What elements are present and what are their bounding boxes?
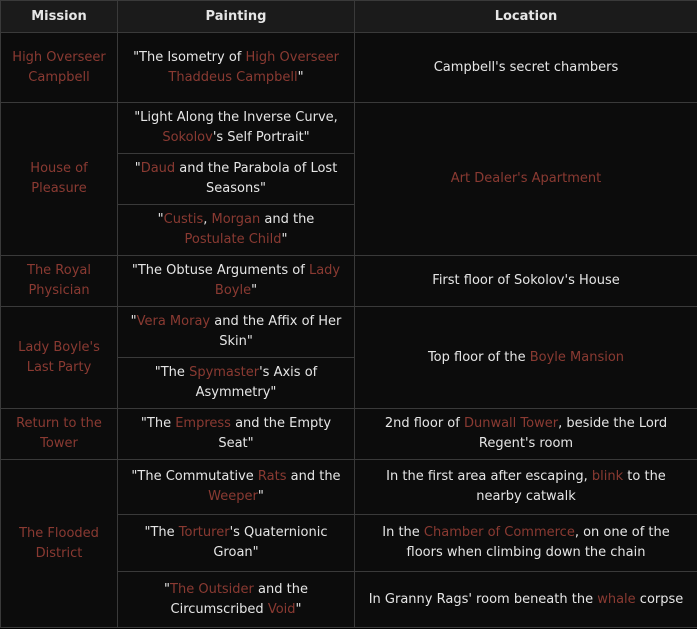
mission-cell[interactable]: Lady Boyle's Last Party: [1, 307, 118, 409]
painting-cell: [118, 154, 355, 205]
location-cell: [355, 33, 697, 103]
mission-cell[interactable]: The Flooded District: [1, 460, 118, 628]
wiki-link[interactable]: blink: [591, 469, 624, 484]
cell-text: "The Commutative: [131, 469, 258, 484]
mission-cell[interactable]: House of Pleasure: [1, 103, 118, 256]
cell-text: ": [157, 212, 164, 227]
table-row: [1, 409, 697, 460]
wiki-link[interactable]: The Outsider: [170, 581, 254, 597]
location-cell: [355, 515, 697, 572]
wiki-link[interactable]: Morgan: [211, 212, 261, 227]
cell-text: "The Obtuse Arguments of: [131, 263, 309, 278]
cell-text: and the Affix of Her Skin": [210, 314, 342, 349]
location-cell: [355, 572, 697, 628]
table-row: [1, 33, 697, 103]
wiki-link[interactable]: Sokolov: [162, 130, 213, 145]
wiki-link[interactable]: Weeper: [208, 489, 258, 504]
cell-text: ": [281, 232, 288, 247]
cell-text: ": [257, 489, 264, 504]
wiki-link[interactable]: Empress: [175, 416, 231, 431]
cell-text: First floor of Sokolov's House: [432, 273, 620, 288]
cell-text: 2nd floor of: [384, 416, 464, 431]
wiki-link[interactable]: Void: [267, 601, 296, 617]
cell-text: In the: [382, 525, 424, 540]
wiki-link[interactable]: Chamber of Commerce: [423, 525, 575, 540]
painting-cell: [118, 358, 355, 409]
wiki-link[interactable]: Spymaster: [189, 365, 260, 380]
painting-cell: [118, 307, 355, 358]
painting-header: Painting: [118, 1, 355, 33]
wiki-link[interactable]: Postulate Child: [184, 232, 282, 247]
table-row: [1, 307, 697, 358]
wiki-link[interactable]: Vera Moray: [136, 314, 211, 329]
table-row: [1, 103, 697, 154]
table-row: [1, 256, 697, 307]
location-header: Location: [355, 1, 697, 33]
cell-text: Top floor of the: [427, 349, 530, 365]
table-row: [1, 460, 697, 515]
cell-text: ": [251, 283, 258, 298]
cell-text: In Granny Rags' room beneath the: [368, 591, 598, 607]
mission-header: Mission: [1, 1, 118, 33]
cell-text: and the Circumscribed: [170, 581, 308, 617]
cell-text: "The: [140, 416, 176, 431]
painting-cell: [118, 33, 355, 103]
header-row: [1, 1, 697, 33]
painting-cell: [118, 572, 355, 628]
wiki-link[interactable]: High Overseer Thaddeus Campbell: [168, 49, 339, 85]
wiki-link[interactable]: Lady Boyle: [214, 263, 341, 298]
cell-text: to the nearby catwalk: [476, 469, 666, 504]
cell-text: ": [134, 161, 141, 176]
cell-text: , beside the Lord Regent's room: [478, 416, 668, 451]
mission-cell[interactable]: Return to the Tower: [1, 409, 118, 460]
painting-cell: [118, 256, 355, 307]
cell-text: "The: [144, 525, 179, 540]
cell-text: ,: [203, 212, 212, 227]
cell-text: 's Quaternionic Groan": [213, 525, 328, 560]
cell-text: ": [297, 69, 304, 85]
cell-text: "The Isometry of: [133, 49, 246, 65]
cell-text: ": [164, 581, 171, 597]
mission-cell[interactable]: The Royal Physician: [1, 256, 118, 307]
wiki-link[interactable]: Custis: [163, 212, 204, 227]
cell-text: and the Parabola of Lost Seasons": [175, 161, 338, 196]
cell-text: 's Self Portrait": [212, 130, 310, 145]
cell-text: and the: [286, 469, 341, 484]
wiki-link[interactable]: whale: [597, 591, 636, 607]
cell-text: and the Empty Seat": [218, 416, 332, 451]
location-cell: [355, 409, 697, 460]
painting-cell: [118, 103, 355, 154]
painting-cell: [118, 205, 355, 256]
cell-text: 's Axis of Asymmetry": [195, 365, 318, 400]
wiki-link[interactable]: Boyle Mansion: [529, 349, 625, 365]
wiki-link[interactable]: Dunwall Tower: [463, 416, 559, 431]
painting-cell: [118, 460, 355, 515]
cell-text: In the first area after escaping,: [386, 469, 592, 484]
cell-text: "Light Along the Inverse Curve,: [134, 110, 338, 125]
wiki-link[interactable]: Art Dealer's Apartment: [450, 171, 602, 186]
location-cell: [355, 256, 697, 307]
cell-text: "The: [154, 365, 190, 380]
cell-text: and the: [260, 212, 315, 227]
painting-cell: [118, 515, 355, 572]
cell-text: Campbell's secret chambers: [433, 59, 619, 75]
cell-text: corpse: [635, 591, 684, 607]
cell-text: ": [295, 601, 302, 617]
painting-cell: [118, 409, 355, 460]
location-cell: [355, 307, 697, 409]
cell-text: ": [130, 314, 137, 329]
wiki-link[interactable]: Rats: [257, 469, 287, 484]
location-cell: [355, 103, 697, 256]
location-cell: [355, 460, 697, 515]
wiki-link[interactable]: Daud: [140, 161, 176, 176]
mission-cell[interactable]: High Overseer Campbell: [1, 33, 118, 103]
cell-text: , on one of the floors when climbing down the chain: [406, 525, 670, 560]
wiki-link[interactable]: Torturer: [178, 525, 230, 540]
